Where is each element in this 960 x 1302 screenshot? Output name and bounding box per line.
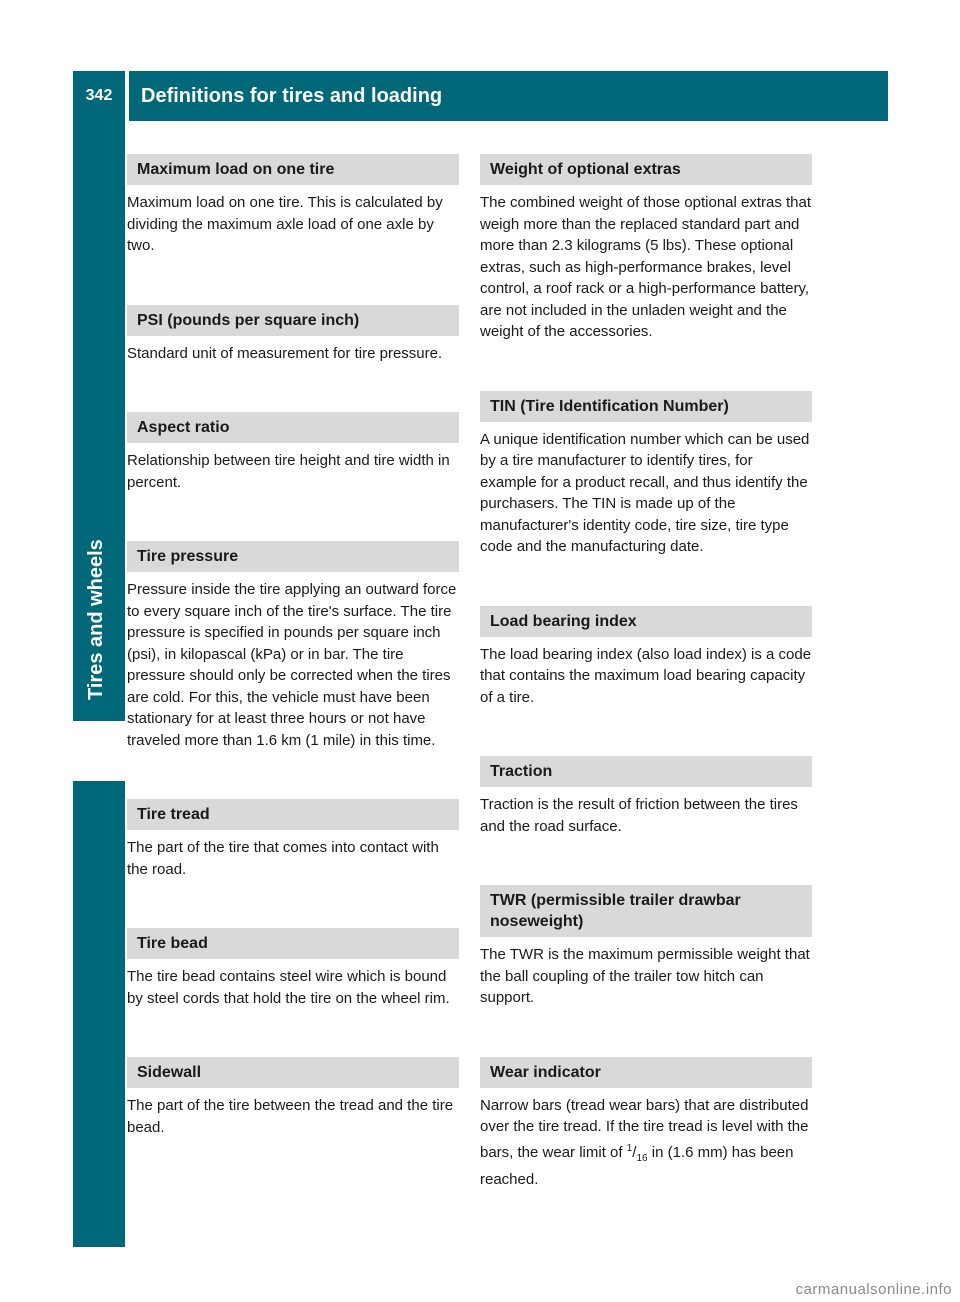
section-body: Maximum load on one tire. This is calculated by dividing the maximum axle load of one axle by two.: [127, 194, 443, 254]
side-tab-gap: [73, 721, 125, 781]
body-text: Narrow bars (tread wear bars) that are distributed over the tire tread. If the tire tread is level with the bars, the wear limit of: [480, 1096, 809, 1161]
section-body: The combined weight of those optional extras that weigh more than the replaced standard part and more than 2.3 kilograms (5 lbs). These optional extras, such as high-performance brakes, level control, a roof rack or a high-performance battery, are not included in the unladen weight and the weight of the accessories.: [480, 194, 812, 340]
section-body: The tire bead contains steel wire which is bound by steel cords that hold the tire on the wheel rim.: [127, 968, 450, 1007]
section-heading: Weight of optional extras: [480, 154, 812, 185]
left-column: [127, 154, 459, 1186]
section-tire-bead: [127, 928, 459, 1009]
right-column: [480, 154, 812, 1239]
chapter-label: Tires and wheels: [85, 539, 107, 700]
section-heading: Maximum load on one tire: [127, 154, 459, 185]
side-tab-lower: [73, 781, 125, 1247]
section-body: The part of the tire that comes into contact with the road.: [127, 839, 439, 878]
section-aspect-ratio: [127, 412, 459, 493]
section-body: Standard unit of measurement for tire pressure.: [127, 344, 443, 362]
section-body: Relationship between tire height and tire width in percent.: [127, 452, 450, 491]
fraction-denominator: 16: [636, 1152, 648, 1164]
section-body: Pressure inside the tire applying an outward force to every square inch of the tire's surface. The tire pressure is specified in pounds per square inch (psi), in kilopascal (kPa) or in bar. The tire pressure should only be corrected when the tires are cold. For this, the vehicle must have been stationary for at least three hours or not have traveled more than 1.6 km (1 mile) in this time.: [127, 581, 457, 749]
section-heading: Aspect ratio: [127, 412, 459, 443]
section-body: The part of the tire between the tread and the tire bead.: [127, 1097, 454, 1136]
section-wear-indicator: [480, 1057, 812, 1191]
section-heading: PSI (pounds per square inch): [127, 305, 459, 336]
section-psi: [127, 305, 459, 365]
watermark: carmanualsonline.info: [795, 1281, 952, 1298]
header-divider: [125, 71, 129, 121]
section-load-index: [480, 606, 812, 709]
section-heading: Tire tread: [127, 799, 459, 830]
section-body: Traction is the result of friction between the tires and the road surface.: [480, 796, 798, 835]
section-body: [480, 1095, 812, 1191]
section-body: A unique identification number which can be used by a tire manufacturer to identify tires, for example for a product recall, and thus identify the purchasers. The TIN is made up of the manufacturer's identity code, tire size, tire type code and the manufacturing date.: [480, 430, 810, 555]
section-tire-tread: [127, 799, 459, 880]
section-body: The TWR is the maximum permissible weight that the ball coupling of the trailer tow hitch can support.: [480, 946, 810, 1006]
section-heading: Sidewall: [127, 1057, 459, 1088]
section-sidewall: [127, 1057, 459, 1138]
fraction: [626, 1142, 648, 1164]
section-heading: Traction: [480, 756, 812, 787]
fraction-separator: /: [632, 1143, 637, 1161]
section-heading: TWR (permissible trailer drawbar noseweight): [480, 885, 812, 937]
page-number: 342: [85, 87, 113, 104]
section-heading: Tire pressure: [127, 541, 459, 572]
section-heading: Wear indicator: [480, 1057, 812, 1088]
page-title: Definitions for tires and loading: [141, 84, 443, 107]
section-heading: Load bearing index: [480, 606, 812, 637]
section-twr: [480, 885, 812, 1009]
section-optional-extras: [480, 154, 812, 343]
section-tin: [480, 391, 812, 558]
body-text: in (1.6 mm) has been reached.: [480, 1143, 794, 1188]
section-tire-pressure: [127, 541, 459, 751]
section-heading: TIN (Tire Identification Number): [480, 391, 812, 422]
fraction-numerator: 1: [626, 1142, 633, 1154]
section-traction: [480, 756, 812, 837]
section-heading: Tire bead: [127, 928, 459, 959]
section-body: The load bearing index (also load index) is a code that contains the maximum load bearing capacity of a tire.: [480, 645, 812, 706]
section-maximum-load: [127, 154, 459, 257]
